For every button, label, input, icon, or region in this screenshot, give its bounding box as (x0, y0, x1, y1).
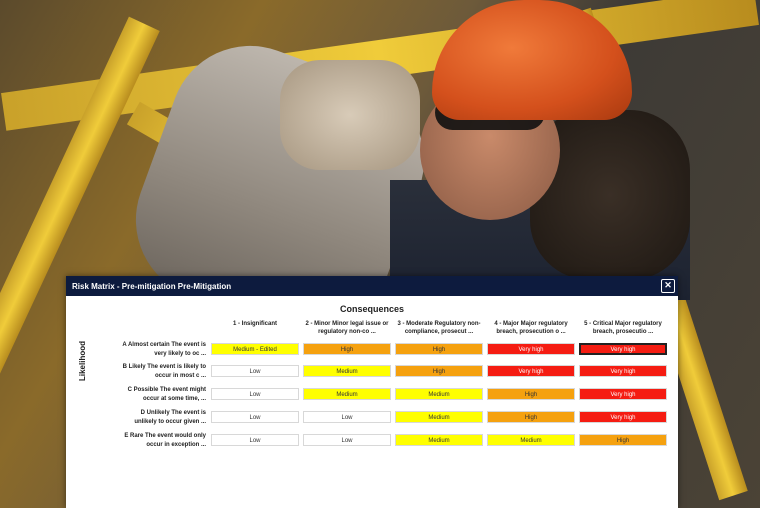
column-header: 1 - Insignificant (232, 321, 277, 327)
risk-cell[interactable]: High (395, 343, 483, 355)
risk-cell[interactable]: Medium (395, 388, 483, 400)
row-header: D Unlikely The event is unlikely to occur given ... (134, 410, 206, 425)
risk-cell[interactable]: Low (303, 411, 391, 423)
risk-cell[interactable]: Medium (395, 411, 483, 423)
risk-cell[interactable]: High (395, 365, 483, 377)
dialog-title: Risk Matrix - Pre-mitigation Pre-Mitigation (72, 281, 232, 291)
consequences-heading: Consequences (339, 304, 405, 314)
row-header: C Possible The event might occur at some time, ... (127, 387, 206, 402)
risk-cell[interactable]: Low (211, 411, 299, 423)
risk-cell[interactable]: Very high (579, 365, 667, 377)
risk-cell[interactable]: Low (211, 434, 299, 446)
risk-cell[interactable]: Medium (303, 388, 391, 400)
risk-cell[interactable]: Medium (395, 434, 483, 446)
risk-cell[interactable]: Very high (487, 365, 575, 377)
glove (280, 60, 420, 170)
risk-cell[interactable]: Medium (487, 434, 575, 446)
column-header: 5 - Critical Major regulatory breach, prosecutio ... (584, 321, 662, 335)
risk-cell[interactable]: Very high (579, 411, 667, 423)
likelihood-label: Likelihood (78, 341, 87, 381)
risk-cell[interactable]: Very high (579, 388, 667, 400)
risk-cell[interactable]: Low (211, 388, 299, 400)
column-header: 4 - Major Major regulatory breach, prosecution o ... (494, 321, 568, 335)
risk-matrix-dialog (66, 276, 678, 508)
risk-cell[interactable]: High (487, 388, 575, 400)
risk-cell[interactable]: High (303, 343, 391, 355)
risk-cell[interactable]: Low (303, 434, 391, 446)
close-button[interactable]: ✕ (661, 279, 675, 293)
risk-cell[interactable]: Medium (303, 365, 391, 377)
risk-cell[interactable]: High (579, 434, 667, 446)
risk-cell[interactable]: Very high (579, 343, 667, 355)
risk-cell[interactable]: Medium - Edited (211, 343, 299, 355)
row-header: A Almost certain The event is very likely to oc ... (122, 342, 206, 357)
column-header: 3 - Moderate Regulatory non-compliance, prosecut ... (397, 321, 481, 335)
risk-cell[interactable]: Low (211, 365, 299, 377)
row-header: E Rare The event would only occur in exception ... (124, 433, 206, 448)
row-header: B Likely The event is likely to occur in most c ... (122, 364, 206, 379)
risk-cell[interactable]: High (487, 411, 575, 423)
dialog-titlebar (66, 276, 678, 296)
risk-cell[interactable]: Very high (487, 343, 575, 355)
column-header: 2 - Minor Minor legal issue or regulatory non-co ... (305, 321, 389, 335)
